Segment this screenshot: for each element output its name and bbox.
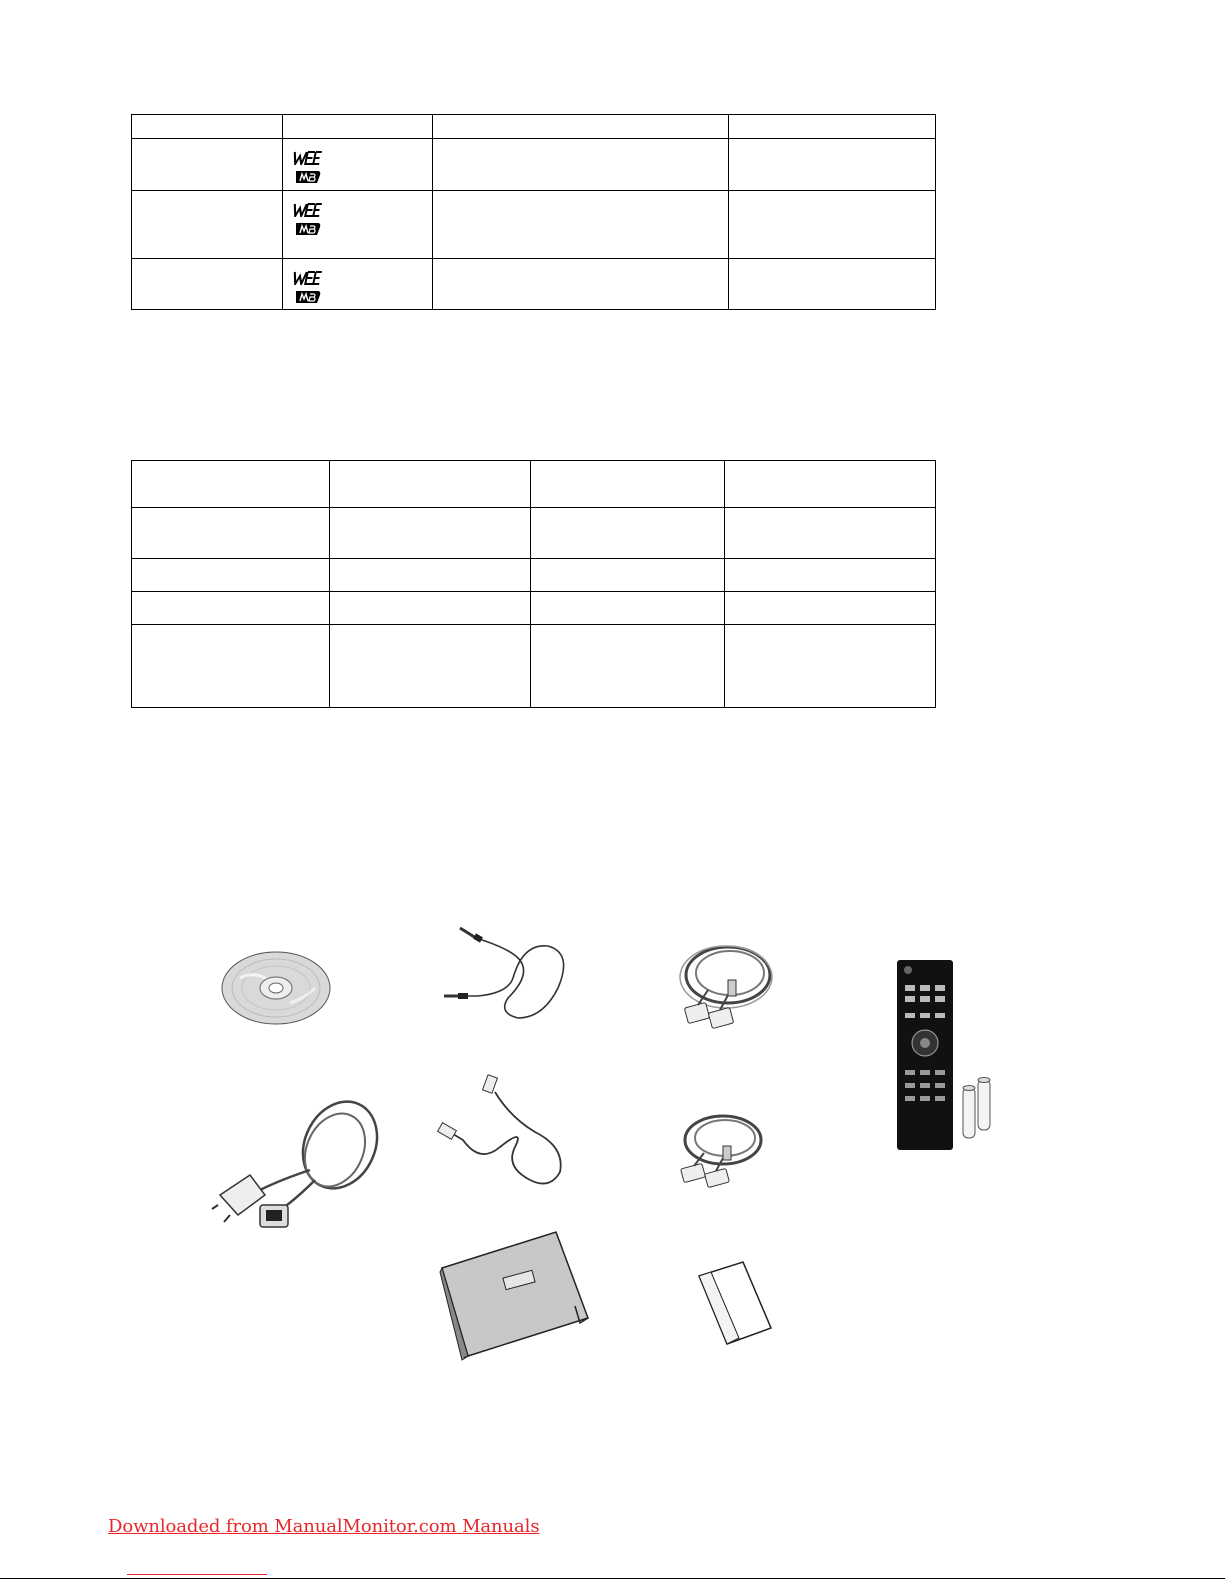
table-row bbox=[132, 191, 936, 259]
table-row bbox=[132, 115, 936, 139]
table-cell bbox=[330, 461, 531, 508]
table-cell bbox=[132, 559, 330, 592]
hdmi-cable-icon bbox=[435, 1072, 585, 1196]
table-cell bbox=[283, 115, 433, 139]
table-cell bbox=[330, 559, 531, 592]
table-cell bbox=[132, 139, 283, 191]
mb-logo-icon bbox=[293, 169, 323, 185]
mb-logo-icon bbox=[293, 221, 323, 237]
table-cell bbox=[132, 115, 283, 139]
table-row bbox=[132, 259, 936, 310]
table-cell bbox=[531, 559, 725, 592]
logo-cell bbox=[283, 139, 433, 191]
remote-control-with-batteries-icon bbox=[895, 958, 1010, 1157]
table-cell bbox=[433, 139, 729, 191]
table-cell bbox=[132, 625, 330, 708]
table-row bbox=[132, 592, 936, 625]
audio-cable-icon bbox=[438, 918, 583, 1027]
table-cell bbox=[725, 559, 936, 592]
power-cord-icon bbox=[210, 1090, 385, 1239]
wee-logo-icon bbox=[293, 203, 323, 217]
table-cell bbox=[725, 592, 936, 625]
page-bottom-rule bbox=[0, 1578, 1225, 1579]
table-cell bbox=[433, 115, 729, 139]
mb-logo-icon bbox=[293, 289, 323, 305]
table-cell bbox=[433, 259, 729, 310]
quick-guide-booklet-icon bbox=[695, 1258, 775, 1352]
table-cell bbox=[132, 592, 330, 625]
dvi-cable-icon bbox=[668, 1108, 768, 1207]
table-cell bbox=[729, 139, 936, 191]
spec-table-2 bbox=[131, 460, 936, 708]
table-cell bbox=[330, 625, 531, 708]
logo-cell bbox=[283, 259, 433, 310]
table-cell bbox=[531, 625, 725, 708]
divider bbox=[127, 1574, 267, 1575]
cd-disc-icon bbox=[220, 948, 332, 1032]
table-cell bbox=[725, 461, 936, 508]
logo-cell bbox=[283, 191, 433, 259]
table-cell bbox=[531, 461, 725, 508]
table-row bbox=[132, 139, 936, 191]
footer-download-link[interactable]: Downloaded from ManualMonitor.com Manuals bbox=[108, 1516, 540, 1537]
table-cell bbox=[433, 191, 729, 259]
table-row bbox=[132, 559, 936, 592]
spec-table-1 bbox=[131, 114, 936, 310]
wee-logo-icon bbox=[293, 151, 323, 165]
table-cell bbox=[729, 259, 936, 310]
wee-logo-icon bbox=[293, 271, 323, 285]
stand-icon bbox=[438, 1228, 593, 1367]
table-cell bbox=[725, 508, 936, 559]
table-row bbox=[132, 461, 936, 508]
table-row bbox=[132, 508, 936, 559]
table-row bbox=[132, 625, 936, 708]
vga-cable-icon bbox=[668, 935, 778, 1044]
table-cell bbox=[132, 191, 283, 259]
table-cell bbox=[330, 592, 531, 625]
table-cell bbox=[132, 259, 283, 310]
table-cell bbox=[330, 508, 531, 559]
table-cell bbox=[132, 461, 330, 508]
table-cell bbox=[729, 191, 936, 259]
table-cell bbox=[725, 625, 936, 708]
table-cell bbox=[132, 508, 330, 559]
table-cell bbox=[531, 592, 725, 625]
table-cell bbox=[531, 508, 725, 559]
table-cell bbox=[729, 115, 936, 139]
